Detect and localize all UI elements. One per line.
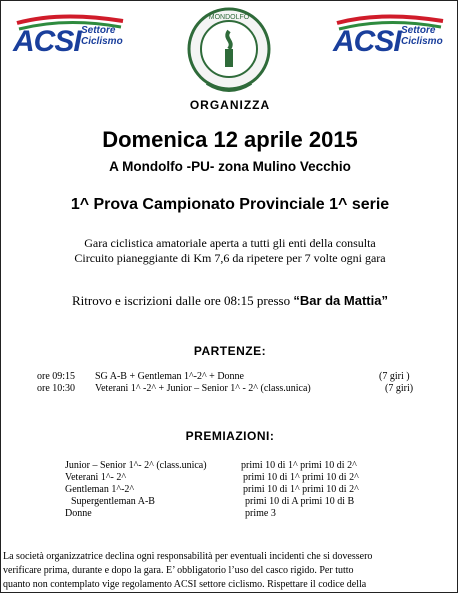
departure-laps: (7 giri ): [379, 371, 410, 382]
award-prizes: primi 10 di A primi 10 di B: [245, 496, 355, 507]
award-category: Junior – Senior 1^- 2^ (class.unica): [65, 460, 207, 471]
departures-heading: PARTENZE:: [193, 344, 267, 358]
departure-categories: SG A-B + Gentleman 1^-2^ + Donne: [95, 371, 244, 382]
organizer-label: ORGANIZZA: [189, 98, 271, 112]
departure-time: ore 09:15: [37, 371, 76, 382]
award-prizes: primi 10 di 1^ primi 10 di 2^: [243, 484, 359, 495]
emblem-ring-text: MONDOLFO: [208, 14, 250, 21]
award-category: Supergentleman A-B: [71, 496, 155, 507]
description-line: Gara ciclistica amatoriale aperta a tutti gli enti della consulta: [84, 236, 376, 250]
acsi-logo-subtitle: Settore Ciclismo: [401, 25, 443, 47]
departure-laps: (7 giri): [385, 383, 414, 394]
acsi-logo-subtitle: Settore Ciclismo: [81, 25, 123, 47]
award-prizes: primi 10 di 1^ primi 10 di 2^: [241, 460, 357, 471]
disclaimer-line: quanto non contemplato vige regolamento ACSI settore ciclismo. Rispettare il codice della: [3, 579, 367, 590]
event-location: A Mondolfo -PU- zona Mulino Vecchio: [109, 159, 351, 174]
town-emblem: [183, 5, 275, 97]
award-prizes: primi 10 di 1^ primi 10 di 2^: [243, 472, 359, 483]
departure-categories: Veterani 1^ -2^ + Junior – Senior 1^ - 2^ (class.unica): [95, 383, 311, 394]
acsi-logo-left: [11, 11, 129, 67]
event-title: 1^ Prova Campionato Provinciale 1^ serie: [70, 196, 390, 213]
acsi-logo-text: ACSI: [333, 25, 401, 58]
award-category: Veterani 1^- 2^: [65, 472, 127, 483]
award-category: Gentleman 1^-2^: [65, 484, 135, 495]
meeting-place: “Bar da Mattia”: [293, 293, 388, 308]
meeting-info: [1, 293, 458, 309]
disclaimer-line: verificare prima, durante e dopo la gara. E’ obbligatorio l’uso del casco rigido. Per tutto: [3, 565, 354, 576]
disclaimer: [3, 550, 455, 592]
acsi-logo-right: [331, 11, 449, 67]
torch-emblem-icon: [183, 5, 275, 97]
award-category: Donne: [65, 508, 92, 519]
disclaimer-line: La società organizzatrice declina ogni responsabilità per eventuali incidenti che si dovessero: [3, 551, 373, 562]
meeting-text: Ritrovo e iscrizioni dalle ore 08:15 presso: [72, 293, 291, 308]
awards-heading: PREMIAZIONI:: [185, 429, 275, 443]
event-date: Domenica 12 aprile 2015: [102, 127, 358, 152]
departure-time: ore 10:30: [37, 383, 76, 394]
acsi-logo-text: ACSI: [13, 25, 81, 58]
description-line: Circuito pianeggiante di Km 7,6 da ripetere per 7 volte ogni gara: [74, 251, 386, 265]
award-prizes: prime 3: [245, 508, 276, 519]
